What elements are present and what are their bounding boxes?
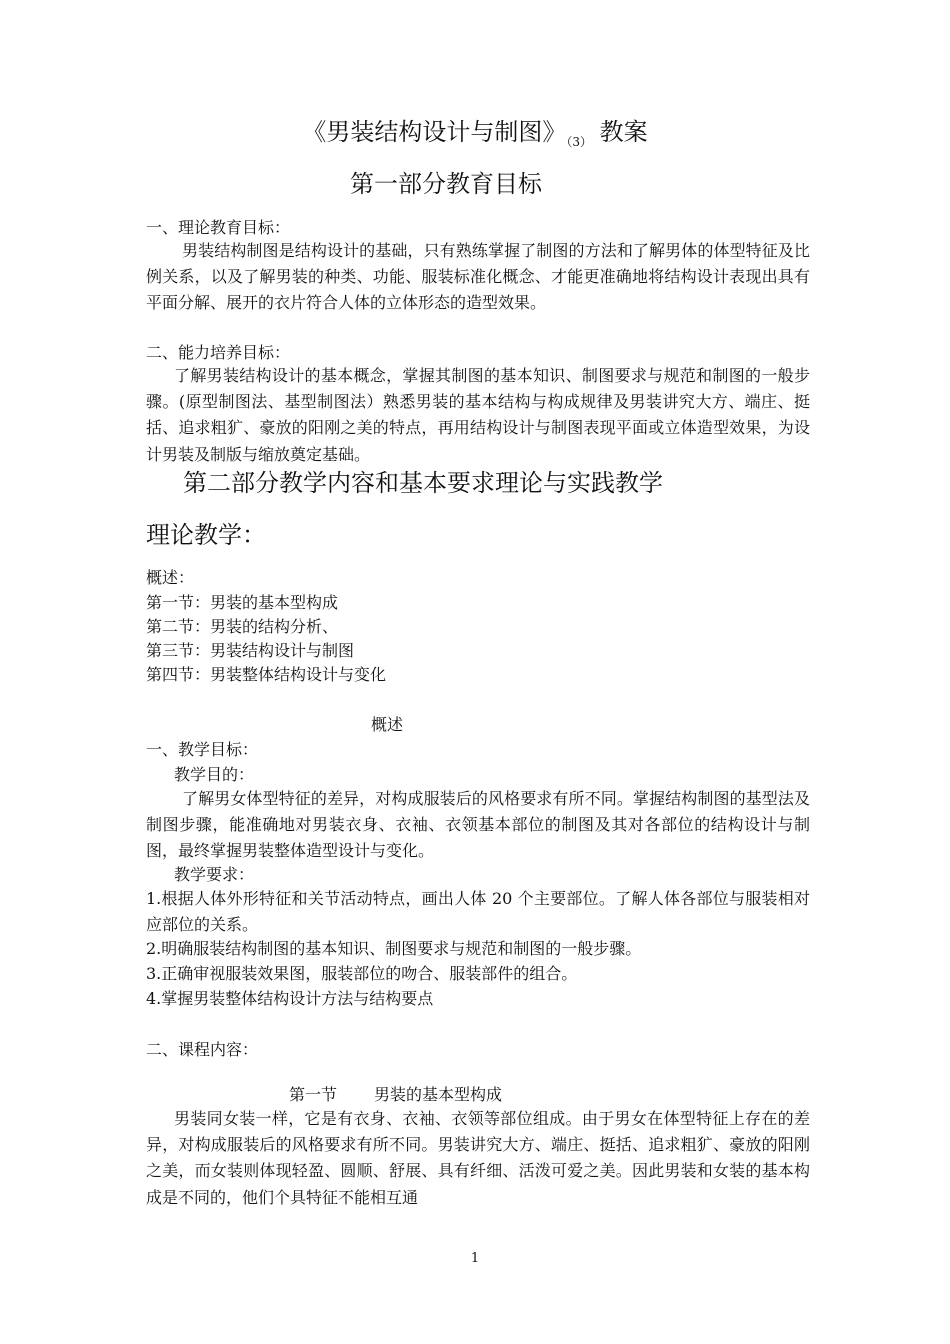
toc-item: 第三节：男装结构设计与制图 bbox=[146, 641, 355, 660]
title-main: 《男装结构设计与制图》 bbox=[302, 118, 567, 146]
theory-goal-label: 一、理论教育目标： bbox=[146, 218, 291, 237]
theory-teaching-heading: 理论教学： bbox=[146, 521, 266, 549]
toc-item: 第四节：男装整体结构设计与变化 bbox=[146, 665, 387, 684]
teaching-purpose-label: 教学目的： bbox=[174, 765, 255, 784]
theory-goal-text: 男装结构制图是结构设计的基础，只有熟练掌握了制图的方法和了解男体的体型特征及比例关系，以及了解男装的种类、功能、服装标准化概念、才能更准确地将结构设计表现出具有平面分解、展开的衣片符合人体的立体形态的造型效果。 bbox=[146, 241, 810, 313]
overview-heading: 概述 bbox=[371, 715, 404, 734]
requirement-item: 4.掌握男装整体结构设计方法与结构要点 bbox=[146, 989, 434, 1008]
section1-title: 男装的基本型构成 bbox=[374, 1085, 503, 1104]
document-title bbox=[0, 116, 950, 158]
part2-heading: 第二部分教学内容和基本要求理论与实践教学 bbox=[183, 469, 663, 497]
teaching-requirement-label: 教学要求： bbox=[174, 865, 255, 884]
requirement-item: 3.正确审视服装效果图，服装部位的吻合、服装部件的组合。 bbox=[146, 964, 578, 983]
requirement-item: 1.根据人体外形特征和关节活动特点，画出人体 20 个主要部位。了解人体各部位与服装相对应部位的关系。 bbox=[146, 889, 810, 935]
page-number: 1 bbox=[470, 1251, 480, 1266]
toc-item: 第二节：男装的结构分析、 bbox=[146, 617, 339, 636]
teaching-purpose-text: 了解男女体型特征的差异，对构成服装后的风格要求有所不同。掌握结构制图的基型法及制图步骤，能准确地对男装衣身、衣袖、衣领基本部位的制图及其对各部位的结构设计与制图，最终掌握男装整体造型设计与变化。 bbox=[146, 789, 810, 861]
part1-heading: 第一部分教育目标 bbox=[350, 170, 542, 198]
title-subscript: （3） bbox=[566, 135, 592, 149]
ability-goal-label: 二、能力培养目标： bbox=[146, 343, 291, 362]
course-content-label: 二、课程内容： bbox=[146, 1040, 259, 1059]
section1-number: 第一节 bbox=[289, 1085, 338, 1104]
requirement-item: 2.明确服装结构制图的基本知识、制图要求与规范和制图的一般步骤。 bbox=[146, 939, 642, 958]
ability-goal-text: 了解男装结构设计的基本概念，掌握其制图的基本知识、制图要求与规范和制图的一般步骤。(原型制图法、基型制图法）熟悉男装的基本结构与构成规律及男装讲究大方、端庄、挺括、追求粗犷、豪放的阳刚之美的特点，再用结构设计与制图表现平面或立体造型效果，为设计男装及制版与缩放奠定基础。 bbox=[146, 366, 810, 464]
toc-item: 概述： bbox=[146, 568, 195, 587]
teaching-goal-label: 一、教学目标： bbox=[146, 740, 259, 759]
toc-item: 第一节：男装的基本型构成 bbox=[146, 593, 339, 612]
title-tail: 教案 bbox=[592, 118, 648, 146]
section1-text: 男装同女装一样，它是有衣身、衣袖、衣领等部位组成。由于男女在体型特征上存在的差异，对构成服装后的风格要求有所不同。男装讲究大方、端庄、挺括、追求粗犷、豪放的阳刚之美，而女装则体现轻盈、圆顺、舒展、具有纤细、活泼可爱之美。因此男装和女装的基本构成是不同的，他们个具特征不能相互通 bbox=[146, 1109, 810, 1207]
